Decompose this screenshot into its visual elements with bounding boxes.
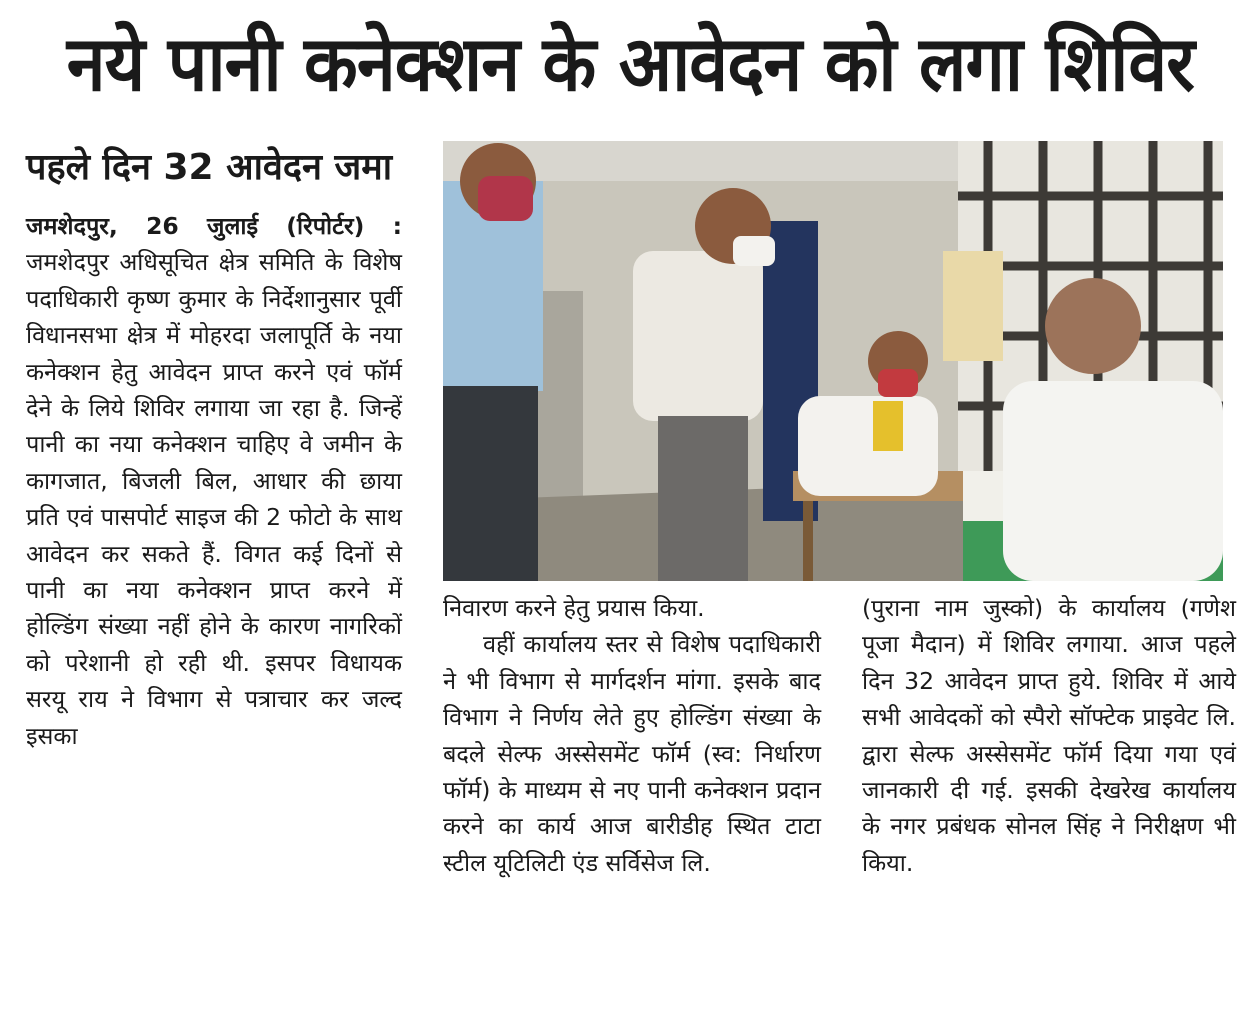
photo-person-center-mask <box>733 236 775 266</box>
column-1-body: जमशेदपुर अधिसूचित क्षेत्र समिति के विशेष पदाधिकारी कृष्ण कुमार के निर्देशानुसार पूर्वी विधानसभा क्षेत्र में मोहरदा जलापूर्ति के नया कनेक्शन हेतु आवेदन प्राप्त करने एवं फॉर्म देने के लिये शिविर लगाया जा रहा है. जिन्हें पानी का नया कनेक्शन चाहिए वे जमीन के कागजात, बिजली बिल, आधार की छाया प्रति एवं पासपोर्ट साइज की 2 फोटो के साथ आवेदन कर सकते हैं. विगत कई दिनों से पानी का नया कनेक्शन प्राप्त करने में होल्डिंग संख्या नहीं होने के कारण नागरिकों को परेशानी हो रही थी. इसपर विधायक सरयू राय ने विभाग से पत्राचार कर जल्द इसका <box>26 248 402 750</box>
article-column-1 <box>26 208 402 754</box>
photo-person-elderly-shirt <box>1003 381 1223 581</box>
photo-table-leg <box>803 501 813 581</box>
photo-illustration <box>443 141 1223 581</box>
photo-person-elderly-head <box>1045 278 1141 374</box>
column-2-paragraph-1: निवारण करने हेतु प्रयास किया. <box>443 594 705 622</box>
subheadline: पहले दिन 32 आवेदन जमा <box>26 147 393 188</box>
column-1-paragraph <box>26 208 402 754</box>
photo-person-dark-trousers <box>443 386 538 581</box>
column-2-paragraph-2: वहीं कार्यालय स्तर से विशेष पदाधिकारी ने भी विभाग से मार्गदर्शन मांगा. इसके बाद विभाग ने निर्णय लेते हुए होल्डिंग संख्या के बदले सेल्फ अस्सेसमेंट फॉर्म (स्व: निर्धारण फॉर्म) के माध्यम से नए पानी कनेक्शन प्रदान करने का कार्य आज बारीडीह स्थित टाटा स्टील यूटिलिटी एंड सर्विसेज लि. <box>443 630 821 877</box>
news-photo <box>443 141 1223 581</box>
photo-person-seated-shirt <box>798 396 938 496</box>
headline: नये पानी कनेक्शन के आवेदन को लगा शिविर <box>66 19 1194 108</box>
photo-person-seated-tshirt <box>873 401 903 451</box>
photo-person-grey-trousers <box>658 416 748 581</box>
photo-person-white-shirt <box>633 251 763 421</box>
article-column-2 <box>443 590 821 881</box>
photo-notice-paper <box>943 251 1003 361</box>
photo-person-seated-mask <box>878 369 918 397</box>
article-column-3 <box>862 590 1236 881</box>
dateline: जमशेदपुर, 26 जुलाई (रिपोर्टर) : <box>26 212 402 240</box>
column-3-paragraph: (पुराना नाम जुस्को) के कार्यालय (गणेश पूजा मैदान) में शिविर लगाया. आज पहले दिन 32 आवेदन प्राप्त हुये. शिविर में आये सभी आवेदकों को स्पैरो सॉफ्टेक प्राइवेट लि. द्वारा सेल्फ अस्सेसमेंट फॉर्म दिया गया एवं जानकारी दी गई. इसकी देखरेख कार्यालय के नगर प्रबंधक सोनल सिंह ने निरीक्षण भी किया. <box>862 594 1236 877</box>
photo-person-left-mask <box>478 176 533 221</box>
